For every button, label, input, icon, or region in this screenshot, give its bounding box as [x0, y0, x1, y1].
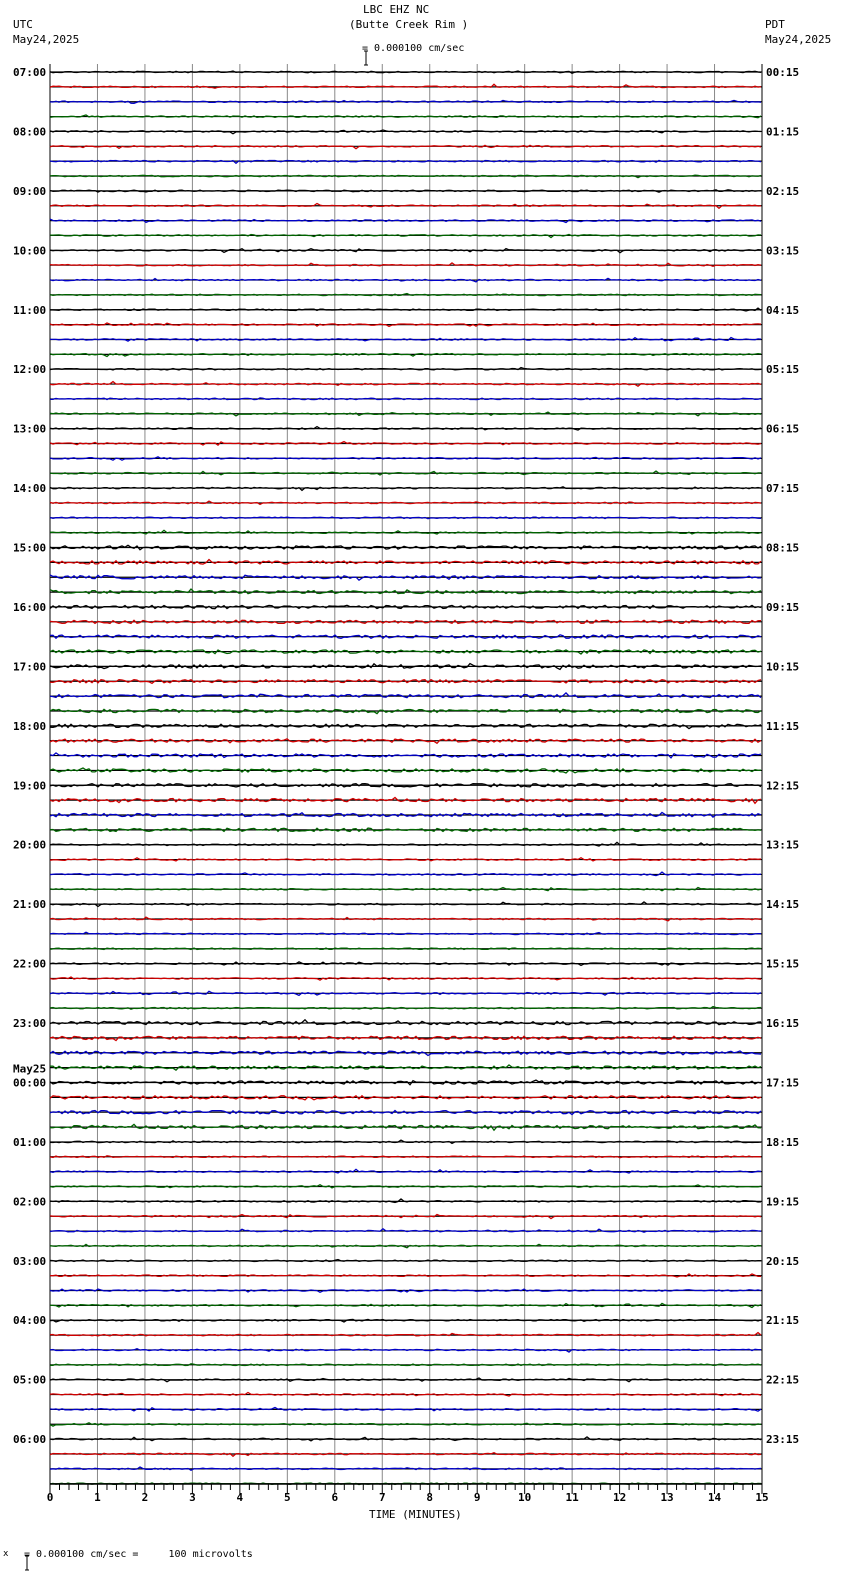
x-tick-label: 8: [426, 1491, 434, 1504]
utc-hour-label: 18:00: [13, 719, 47, 733]
pdt-hour-label: 17:15: [766, 1076, 800, 1090]
pdt-hour-label: 10:15: [766, 660, 800, 674]
chart-title: LBC EHZ NC: [363, 3, 430, 16]
seismic-trace: [50, 739, 761, 743]
pdt-hour-label: 18:15: [766, 1135, 800, 1149]
seismic-trace: [50, 1020, 761, 1025]
pdt-hour-label: 05:15: [766, 363, 800, 377]
day-change-label: May25: [13, 1062, 47, 1076]
utc-hour-label: 17:00: [13, 660, 47, 674]
seismic-trace: [50, 888, 761, 891]
pdt-hour-label: 21:15: [766, 1314, 800, 1328]
utc-hour-label: 14:00: [13, 482, 47, 496]
x-tick-label: 5: [284, 1491, 291, 1504]
utc-hour-label: 02:00: [13, 1195, 47, 1209]
seismic-trace: [50, 100, 761, 103]
seismic-trace: [50, 308, 761, 311]
seismic-trace: [50, 487, 761, 491]
pdt-hour-label: 19:15: [766, 1195, 800, 1209]
seismic-trace: [50, 1378, 761, 1382]
utc-hour-label: 19:00: [13, 779, 47, 793]
seismic-trace: [50, 412, 761, 416]
utc-hour-label: 23:00: [13, 1017, 47, 1031]
pdt-hour-label: 07:15: [766, 482, 800, 496]
seismic-trace: [50, 1096, 761, 1100]
seismic-trace: [50, 278, 761, 282]
x-tick-label: 10: [518, 1491, 532, 1504]
seismic-trace: [50, 1274, 761, 1277]
x-axis-label: TIME (MINUTES): [369, 1508, 462, 1521]
seismic-trace: [50, 1303, 761, 1307]
utc-hour-label: 11:00: [13, 303, 47, 317]
utc-hour-label: 07:00: [13, 66, 47, 79]
pdt-hour-label: 23:15: [766, 1433, 800, 1447]
station-name: (Butte Creek Rim ): [349, 18, 469, 31]
seismic-trace: [50, 501, 761, 504]
seismic-trace: [50, 589, 761, 594]
utc-hour-label: 06:00: [13, 1433, 47, 1447]
seismic-trace: [50, 1467, 761, 1470]
utc-hour-label: 20:00: [13, 838, 47, 852]
seismic-trace: [50, 190, 761, 192]
utc-hour-label: 09:00: [13, 184, 47, 198]
x-tick-label: 2: [141, 1491, 149, 1504]
seismic-trace: [50, 1393, 761, 1397]
utc-hour-label: 10:00: [13, 244, 47, 258]
utc-hour-label: 16:00: [13, 600, 47, 614]
seismic-trace: [50, 724, 761, 728]
utc-hour-label: 05:00: [13, 1373, 47, 1387]
pdt-hour-label: 04:15: [766, 303, 800, 317]
pdt-hour-label: 15:15: [766, 957, 800, 971]
pdt-hour-label: 06:15: [766, 422, 800, 436]
seismic-trace: [50, 442, 761, 446]
x-tick-label: 15: [755, 1491, 769, 1504]
seismic-trace: [50, 427, 761, 431]
seismic-trace: [50, 161, 761, 164]
pdt-hour-label: 09:15: [766, 600, 800, 614]
utc-hour-label: 03:00: [13, 1254, 47, 1268]
utc-hour-label: 21:00: [13, 898, 47, 912]
pdt-hour-label: 01:15: [766, 125, 800, 139]
seismic-trace: [50, 693, 761, 698]
pdt-hour-label: 08:15: [766, 541, 800, 555]
x-tick-label: 4: [236, 1491, 244, 1504]
seismic-trace: [50, 917, 761, 921]
seismic-trace: [50, 1437, 761, 1441]
seismic-trace: [50, 1080, 761, 1085]
pdt-hour-label: 03:15: [766, 244, 800, 258]
seismic-trace: [50, 517, 761, 519]
seismic-trace: [50, 1111, 761, 1115]
utc-hour-label: 00:00: [13, 1076, 47, 1090]
footer-mark: x: [3, 1549, 9, 1559]
x-tick-label: 12: [612, 1491, 627, 1504]
x-tick-label: 0: [46, 1491, 54, 1504]
utc-hour-label: 04:00: [13, 1314, 47, 1328]
pdt-hour-label: 16:15: [766, 1017, 800, 1031]
utc-hour-label: 13:00: [13, 422, 47, 436]
seismic-trace: [50, 1156, 761, 1158]
seismic-trace: [50, 1199, 761, 1203]
pdt-hour-label: 20:15: [766, 1254, 800, 1268]
seismic-trace: [50, 1140, 761, 1143]
seismic-trace: [50, 902, 761, 907]
x-tick-label: 7: [378, 1491, 386, 1504]
seismic-trace: [50, 1289, 761, 1292]
pdt-hour-label: 14:15: [766, 898, 800, 912]
seismic-trace: [50, 382, 761, 387]
pdt-hour-label: 12:15: [766, 779, 800, 793]
right-date: May24,2025: [765, 33, 832, 46]
seismic-trace: [50, 204, 761, 209]
utc-hour-label: 12:00: [13, 363, 47, 377]
seismic-trace: [50, 115, 761, 118]
x-tick-label: 1: [94, 1491, 101, 1504]
pdt-hour-label: 00:15: [766, 66, 800, 79]
scale-label: = 0.000100 cm/sec: [362, 43, 465, 54]
seismic-trace: [50, 635, 761, 639]
pdt-hour-label: 13:15: [766, 838, 800, 852]
seismic-trace: [50, 932, 761, 934]
right-timezone: PDT: [765, 18, 785, 31]
utc-hour-label: 15:00: [13, 541, 47, 555]
seismic-trace: [50, 828, 761, 831]
x-tick-label: 11: [565, 1491, 579, 1504]
x-tick-label: 9: [473, 1491, 481, 1504]
x-tick-label: 3: [189, 1491, 196, 1504]
seismic-trace: [50, 338, 761, 342]
utc-hour-label: 01:00: [13, 1135, 47, 1149]
utc-hour-label: 22:00: [13, 957, 47, 971]
x-tick-label: 13: [660, 1491, 674, 1504]
seismic-trace: [50, 1007, 761, 1010]
seismic-trace: [50, 130, 761, 134]
seismic-trace: [50, 1185, 761, 1188]
seismic-trace: [50, 977, 761, 980]
left-timezone: UTC: [13, 18, 33, 31]
seismic-trace: [50, 84, 761, 88]
footer-scale-note: = 0.000100 cm/sec = 100 microvolts: [24, 1549, 253, 1560]
seismic-trace: [50, 1423, 761, 1426]
x-tick-label: 6: [331, 1491, 339, 1504]
seismic-trace: [50, 991, 761, 995]
utc-hour-label: 08:00: [13, 125, 47, 139]
pdt-hour-label: 02:15: [766, 184, 800, 198]
left-date: May24,2025: [13, 33, 80, 46]
pdt-hour-label: 11:15: [766, 719, 800, 733]
x-tick-label: 14: [707, 1491, 722, 1504]
pdt-hour-label: 22:15: [766, 1373, 800, 1387]
seismic-trace: [50, 1408, 761, 1412]
seismic-trace: [50, 768, 761, 773]
